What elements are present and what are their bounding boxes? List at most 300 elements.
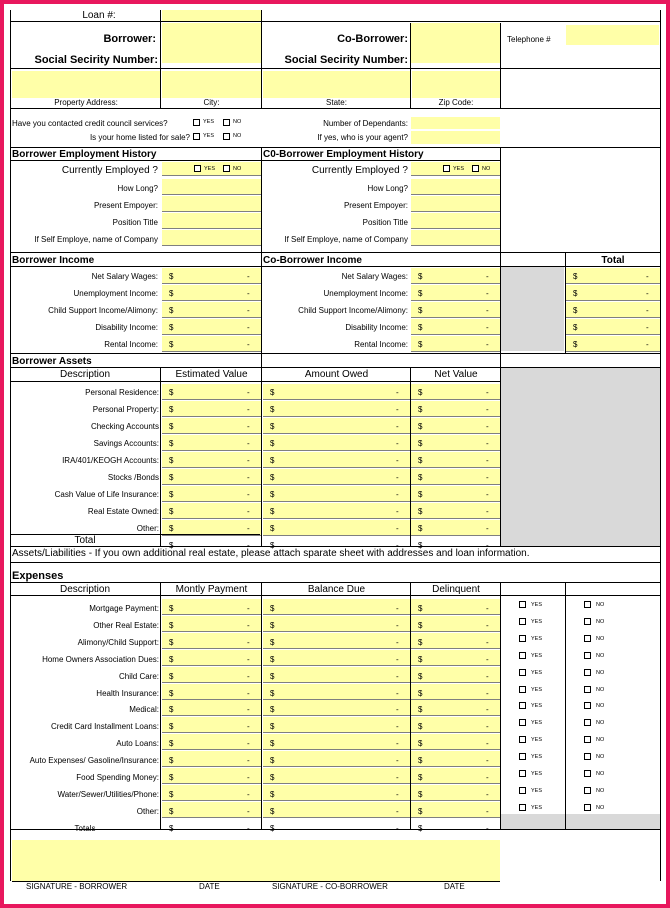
delinquent-no-label: NO bbox=[596, 669, 605, 676]
loan-application-form bbox=[4, 4, 666, 904]
currency-symbol: $ bbox=[169, 405, 174, 414]
empty-value-dash: - bbox=[247, 604, 250, 613]
currency-symbol: $ bbox=[418, 507, 423, 516]
expense-row-label: Child Care: bbox=[118, 671, 159, 681]
totals-gray-area bbox=[501, 814, 660, 829]
borrower-employed-no-label: NO bbox=[233, 166, 242, 172]
expenses-col-description: Description bbox=[59, 584, 111, 595]
expense-row-label: Other: bbox=[136, 806, 159, 816]
coborrower-name-field[interactable] bbox=[411, 23, 500, 63]
currency-symbol: $ bbox=[169, 620, 174, 630]
empty-value-dash: - bbox=[486, 806, 489, 816]
asset-value-field[interactable] bbox=[263, 401, 410, 417]
asset-value-field[interactable] bbox=[263, 520, 410, 536]
coborrower-employment-title: C0-Borrower Employment History bbox=[263, 149, 424, 160]
delinquent-yes-label: YES bbox=[531, 602, 543, 608]
empty-value-dash: - bbox=[247, 306, 250, 315]
expenses-col-balance: Balance Due bbox=[307, 584, 366, 595]
delinquent-yes-label: YES bbox=[531, 686, 543, 693]
empty-value-dash: - bbox=[396, 524, 399, 533]
empty-value-dash: - bbox=[247, 671, 250, 681]
property-address-label: Property Address: bbox=[54, 98, 118, 107]
empty-value-dash: - bbox=[486, 473, 489, 482]
currency-symbol: $ bbox=[418, 456, 423, 465]
borrower-label: Borrower: bbox=[103, 33, 156, 45]
telephone-label: Telephone # bbox=[507, 35, 551, 44]
empty-value-dash: - bbox=[247, 422, 250, 431]
empty-value-dash: - bbox=[486, 604, 489, 613]
empty-value-dash: - bbox=[396, 507, 399, 516]
signature-field[interactable] bbox=[12, 840, 500, 881]
expense-row-label: Auto Expenses/ Gasoline/Insurance: bbox=[29, 756, 159, 766]
currency-symbol: $ bbox=[270, 422, 275, 431]
coborrower-self-employed-field[interactable] bbox=[411, 230, 500, 246]
asset-row-label: Personal Residence: bbox=[85, 388, 159, 397]
currency-symbol: $ bbox=[270, 806, 275, 816]
empty-value-dash: - bbox=[646, 323, 649, 332]
borrower-present-employer-field[interactable] bbox=[162, 196, 261, 212]
delinquent-no-checkbox[interactable] bbox=[584, 787, 591, 794]
coborrower-income-label: Net Salary Wages: bbox=[341, 272, 408, 281]
state-field[interactable] bbox=[263, 71, 410, 98]
empty-value-dash: - bbox=[486, 439, 489, 448]
asset-row-label: Stocks /Bonds bbox=[107, 473, 159, 482]
currency-symbol: $ bbox=[270, 473, 275, 482]
currency-symbol: $ bbox=[418, 789, 423, 799]
expense-value-field[interactable] bbox=[263, 684, 410, 700]
delinquent-yes-checkbox[interactable] bbox=[519, 635, 526, 642]
delinquent-no-checkbox[interactable] bbox=[584, 652, 591, 659]
empty-value-dash: - bbox=[486, 490, 489, 499]
property-address-field[interactable] bbox=[12, 71, 160, 98]
signature-coborrower-label: SIGNATURE - CO-BORROWER bbox=[272, 882, 388, 891]
currency-symbol: $ bbox=[270, 405, 275, 414]
currency-symbol: $ bbox=[169, 773, 174, 782]
delinquent-no-checkbox[interactable] bbox=[584, 804, 591, 811]
empty-value-dash: - bbox=[486, 306, 489, 315]
empty-value-dash: - bbox=[486, 507, 489, 516]
delinquent-no-label: NO bbox=[596, 754, 605, 761]
delinquent-no-checkbox[interactable] bbox=[584, 736, 591, 743]
asset-value-field[interactable] bbox=[263, 384, 410, 400]
coborrower-currently-employed-label: Currently Employed ? bbox=[311, 165, 408, 176]
delinquent-yes-label: YES bbox=[531, 787, 543, 794]
borrower-self-employed-label: If Self Employe, name of Company bbox=[34, 235, 158, 244]
currency-symbol: $ bbox=[418, 637, 423, 647]
expense-value-field[interactable] bbox=[263, 768, 410, 784]
asset-value-field[interactable] bbox=[263, 469, 410, 485]
currency-symbol: $ bbox=[418, 806, 423, 816]
currency-symbol: $ bbox=[418, 473, 423, 482]
currency-symbol: $ bbox=[270, 637, 275, 647]
loan-number-field[interactable] bbox=[162, 10, 261, 21]
currency-symbol: $ bbox=[169, 340, 174, 349]
empty-value-dash: - bbox=[486, 654, 489, 664]
expense-value-field[interactable] bbox=[263, 785, 410, 801]
currency-symbol: $ bbox=[418, 388, 423, 397]
delinquent-no-label: NO bbox=[596, 703, 605, 710]
coborrower-income-label: Disability Income: bbox=[345, 323, 408, 332]
borrower-employed-no-checkbox[interactable] bbox=[223, 165, 230, 172]
credit-council-yes-checkbox[interactable] bbox=[193, 119, 200, 126]
currency-symbol: $ bbox=[270, 688, 275, 698]
currency-symbol: $ bbox=[169, 289, 174, 298]
empty-value-dash: - bbox=[396, 671, 399, 681]
expense-value-field[interactable] bbox=[263, 667, 410, 683]
delinquent-no-checkbox[interactable] bbox=[584, 635, 591, 642]
delinquent-no-checkbox[interactable] bbox=[584, 669, 591, 676]
delinquent-no-label: NO bbox=[596, 804, 605, 811]
currency-symbol: $ bbox=[169, 306, 174, 315]
delinquent-no-label: NO bbox=[596, 720, 605, 727]
delinquent-yes-label: YES bbox=[531, 703, 543, 710]
borrower-how-long-label: How Long? bbox=[117, 184, 158, 193]
asset-row-label: Other: bbox=[136, 524, 159, 533]
delinquent-no-checkbox[interactable] bbox=[584, 702, 591, 709]
currency-symbol: $ bbox=[418, 405, 423, 414]
delinquent-yes-label: YES bbox=[531, 618, 543, 625]
empty-value-dash: - bbox=[396, 456, 399, 465]
asset-row-label: Savings Accounts: bbox=[93, 439, 159, 448]
currency-symbol: $ bbox=[169, 507, 174, 516]
expense-row-label: Home Owners Association Dues: bbox=[42, 654, 159, 664]
empty-value-dash: - bbox=[396, 806, 399, 816]
empty-value-dash: - bbox=[646, 272, 649, 281]
coborrower-income-title: Co-Borrower Income bbox=[263, 255, 362, 266]
empty-value-dash: - bbox=[247, 405, 250, 414]
empty-value-dash: - bbox=[247, 705, 250, 715]
assets-col-estimated: Estimated Value bbox=[175, 369, 248, 380]
borrower-employed-yes-checkbox[interactable] bbox=[194, 165, 201, 172]
empty-value-dash: - bbox=[396, 705, 399, 715]
delinquent-no-checkbox[interactable] bbox=[584, 686, 591, 693]
currency-symbol: $ bbox=[418, 490, 423, 499]
currency-symbol: $ bbox=[169, 388, 174, 397]
currency-symbol: $ bbox=[169, 473, 174, 482]
state-label: State: bbox=[326, 98, 347, 107]
expense-row-label: Credit Card Installment Loans: bbox=[50, 722, 159, 732]
empty-value-dash: - bbox=[396, 439, 399, 448]
currency-symbol: $ bbox=[169, 456, 174, 465]
delinquent-yes-checkbox[interactable] bbox=[519, 669, 526, 676]
empty-value-dash: - bbox=[247, 773, 250, 782]
empty-value-dash: - bbox=[486, 422, 489, 431]
currency-symbol: $ bbox=[418, 422, 423, 431]
asset-value-field[interactable] bbox=[263, 503, 410, 519]
delinquent-yes-checkbox[interactable] bbox=[519, 770, 526, 777]
delinquent-yes-checkbox[interactable] bbox=[519, 736, 526, 743]
city-label: City: bbox=[203, 98, 220, 107]
empty-value-dash: - bbox=[396, 620, 399, 630]
borrower-income-label: Rental Income: bbox=[104, 340, 158, 349]
empty-value-dash: - bbox=[396, 604, 399, 613]
empty-value-dash: - bbox=[486, 637, 489, 647]
currency-symbol: $ bbox=[270, 507, 275, 516]
currency-symbol: $ bbox=[169, 806, 174, 816]
coborrower-position-title-label: Position Title bbox=[362, 218, 408, 227]
empty-value-dash: - bbox=[486, 524, 489, 533]
expense-row-label: Other Real Estate: bbox=[93, 620, 159, 630]
delinquent-no-label: NO bbox=[596, 618, 605, 625]
empty-value-dash: - bbox=[486, 722, 489, 732]
borrower-position-title-field[interactable] bbox=[162, 213, 261, 229]
coborrower-employed-yes-checkbox[interactable] bbox=[443, 165, 450, 172]
currency-symbol: $ bbox=[169, 705, 174, 715]
coborrower-employed-no-checkbox[interactable] bbox=[472, 165, 479, 172]
delinquent-yes-label: YES bbox=[531, 737, 543, 744]
assets-col-description: Description bbox=[59, 369, 111, 380]
asset-value-field[interactable] bbox=[263, 486, 410, 502]
expense-value-field[interactable] bbox=[263, 633, 410, 649]
empty-value-dash: - bbox=[247, 323, 250, 332]
empty-value-dash: - bbox=[486, 323, 489, 332]
delinquent-yes-checkbox[interactable] bbox=[519, 753, 526, 760]
delinquent-no-checkbox[interactable] bbox=[584, 618, 591, 625]
income-gray-area bbox=[501, 267, 564, 351]
currency-symbol: $ bbox=[418, 722, 423, 732]
delinquent-no-checkbox[interactable] bbox=[584, 719, 591, 726]
empty-value-dash: - bbox=[247, 524, 250, 533]
expense-row-label: Mortgage Payment: bbox=[89, 604, 159, 613]
asset-row-label: Cash Value of Life Insurance: bbox=[54, 490, 159, 499]
dependants-field[interactable] bbox=[411, 117, 500, 129]
currency-symbol: $ bbox=[418, 272, 423, 281]
expense-value-field[interactable] bbox=[263, 700, 410, 716]
asset-row-label: Real Estate Owned: bbox=[87, 507, 159, 516]
assets-col-net: Net Value bbox=[434, 369, 478, 380]
currency-symbol: $ bbox=[169, 422, 174, 431]
empty-value-dash: - bbox=[486, 272, 489, 281]
currency-symbol: $ bbox=[270, 654, 275, 664]
loan-number-label: Loan #: bbox=[82, 10, 116, 21]
delinquent-no-label: NO bbox=[596, 602, 605, 608]
currency-symbol: $ bbox=[169, 490, 174, 499]
home-listed-question: Is your home listed for sale? bbox=[89, 133, 190, 142]
currency-symbol: $ bbox=[573, 323, 578, 332]
agent-label: If yes, who is your agent? bbox=[317, 133, 408, 142]
empty-value-dash: - bbox=[247, 722, 250, 732]
currency-symbol: $ bbox=[418, 739, 423, 749]
borrower-currently-employed-label: Currently Employed ? bbox=[61, 165, 158, 176]
currency-symbol: $ bbox=[270, 524, 275, 533]
currency-symbol: $ bbox=[418, 756, 423, 766]
currency-symbol: $ bbox=[418, 620, 423, 630]
empty-value-dash: - bbox=[396, 637, 399, 647]
coborrower-self-employed-label: If Self Employe, name of Company bbox=[284, 235, 408, 244]
delinquent-no-checkbox[interactable] bbox=[584, 770, 591, 777]
asset-value-field[interactable] bbox=[263, 435, 410, 451]
currency-symbol: $ bbox=[418, 671, 423, 681]
city-field[interactable] bbox=[162, 71, 261, 98]
currency-symbol: $ bbox=[418, 323, 423, 332]
currency-symbol: $ bbox=[418, 524, 423, 533]
currency-symbol: $ bbox=[169, 323, 174, 332]
empty-value-dash: - bbox=[396, 422, 399, 431]
currency-symbol: $ bbox=[573, 340, 578, 349]
asset-value-field[interactable] bbox=[263, 418, 410, 434]
currency-symbol: $ bbox=[270, 439, 275, 448]
currency-symbol: $ bbox=[169, 739, 174, 749]
empty-value-dash: - bbox=[486, 456, 489, 465]
currency-symbol: $ bbox=[573, 272, 578, 281]
delinquent-yes-checkbox[interactable] bbox=[519, 804, 526, 811]
currency-symbol: $ bbox=[270, 620, 275, 630]
expense-row-label: Auto Loans: bbox=[116, 739, 159, 749]
empty-value-dash: - bbox=[247, 756, 250, 766]
agent-field[interactable] bbox=[411, 131, 500, 144]
empty-value-dash: - bbox=[247, 688, 250, 698]
ssn-borrower-label: Social Secirity Number: bbox=[34, 54, 158, 66]
empty-value-dash: - bbox=[396, 490, 399, 499]
credit-council-yes-label: YES bbox=[203, 119, 215, 125]
empty-value-dash: - bbox=[396, 405, 399, 414]
borrower-employment-title: Borrower Employment History bbox=[12, 149, 157, 160]
empty-value-dash: - bbox=[486, 671, 489, 681]
empty-value-dash: - bbox=[396, 688, 399, 698]
expense-row-label: Alimony/Child Support: bbox=[77, 637, 159, 647]
currency-symbol: $ bbox=[270, 739, 275, 749]
expense-row-label: Health Insurance: bbox=[96, 688, 159, 698]
delinquent-no-label: NO bbox=[596, 686, 605, 693]
asset-value-field[interactable] bbox=[263, 452, 410, 468]
credit-council-no-label: NO bbox=[233, 119, 242, 125]
coborrower-how-long-field[interactable] bbox=[411, 179, 500, 195]
delinquent-yes-checkbox[interactable] bbox=[519, 601, 526, 608]
delinquent-no-checkbox[interactable] bbox=[584, 753, 591, 760]
empty-value-dash: - bbox=[247, 473, 250, 482]
home-listed-no-checkbox[interactable] bbox=[223, 133, 230, 140]
telephone-field[interactable] bbox=[566, 25, 659, 45]
empty-value-dash: - bbox=[247, 789, 250, 799]
borrower-income-label: Unemployment Income: bbox=[73, 289, 158, 298]
expense-value-field[interactable] bbox=[263, 717, 410, 733]
expense-value-field[interactable] bbox=[263, 616, 410, 632]
home-listed-yes-checkbox[interactable] bbox=[193, 133, 200, 140]
currency-symbol: $ bbox=[169, 671, 174, 681]
currency-symbol: $ bbox=[418, 604, 423, 613]
coborrower-present-employer-label: Present Empoyer: bbox=[343, 201, 408, 210]
currency-symbol: $ bbox=[418, 773, 423, 782]
currency-symbol: $ bbox=[270, 388, 275, 397]
delinquent-yes-checkbox[interactable] bbox=[519, 652, 526, 659]
delinquent-yes-checkbox[interactable] bbox=[519, 702, 526, 709]
delinquent-yes-checkbox[interactable] bbox=[519, 719, 526, 726]
empty-value-dash: - bbox=[396, 789, 399, 799]
coborrower-position-title-field[interactable] bbox=[411, 213, 500, 229]
expenses-col-monthly: Montly Payment bbox=[175, 584, 248, 595]
delinquent-yes-label: YES bbox=[531, 720, 543, 727]
expense-row-label: Medical: bbox=[129, 705, 159, 715]
currency-symbol: $ bbox=[169, 637, 174, 647]
empty-value-dash: - bbox=[486, 405, 489, 414]
coborrower-employed-yes-label: YES bbox=[453, 166, 465, 172]
empty-value-dash: - bbox=[247, 388, 250, 397]
currency-symbol: $ bbox=[169, 604, 174, 613]
empty-value-dash: - bbox=[396, 722, 399, 732]
currency-symbol: $ bbox=[270, 789, 275, 799]
currency-symbol: $ bbox=[169, 756, 174, 766]
home-listed-yes-label: YES bbox=[203, 133, 215, 139]
borrower-income-label: Disability Income: bbox=[95, 323, 158, 332]
empty-value-dash: - bbox=[486, 340, 489, 349]
empty-value-dash: - bbox=[396, 739, 399, 749]
delinquent-yes-label: YES bbox=[531, 669, 543, 676]
empty-value-dash: - bbox=[396, 756, 399, 766]
expense-value-field[interactable] bbox=[263, 751, 410, 767]
delinquent-yes-checkbox[interactable] bbox=[519, 618, 526, 625]
currency-symbol: $ bbox=[270, 705, 275, 715]
zip-field[interactable] bbox=[412, 71, 500, 98]
delinquent-no-label: NO bbox=[596, 787, 605, 794]
empty-value-dash: - bbox=[486, 620, 489, 630]
home-listed-no-label: NO bbox=[233, 133, 242, 139]
currency-symbol: $ bbox=[418, 306, 423, 315]
empty-value-dash: - bbox=[247, 806, 250, 816]
empty-value-dash: - bbox=[486, 773, 489, 782]
currency-symbol: $ bbox=[418, 705, 423, 715]
currency-symbol: $ bbox=[418, 688, 423, 698]
currency-symbol: $ bbox=[270, 722, 275, 732]
borrower-how-long-field[interactable] bbox=[162, 179, 261, 195]
borrower-name-field[interactable] bbox=[162, 23, 261, 63]
empty-value-dash: - bbox=[646, 289, 649, 298]
asset-row-label: Checking Accounts bbox=[90, 422, 159, 431]
expense-value-field[interactable] bbox=[263, 599, 410, 615]
borrower-present-employer-label: Present Empoyer: bbox=[93, 201, 158, 210]
delinquent-no-label: NO bbox=[596, 737, 605, 744]
empty-value-dash: - bbox=[646, 340, 649, 349]
credit-council-no-checkbox[interactable] bbox=[223, 119, 230, 126]
currency-symbol: $ bbox=[573, 306, 578, 315]
empty-value-dash: - bbox=[486, 688, 489, 698]
empty-value-dash: - bbox=[486, 739, 489, 749]
borrower-self-employed-field[interactable] bbox=[162, 230, 261, 246]
expense-value-field[interactable] bbox=[263, 802, 410, 818]
currency-symbol: $ bbox=[270, 604, 275, 613]
delinquent-yes-checkbox[interactable] bbox=[519, 787, 526, 794]
delinquent-yes-label: YES bbox=[531, 635, 543, 642]
empty-value-dash: - bbox=[486, 789, 489, 799]
empty-value-dash: - bbox=[247, 456, 250, 465]
empty-value-dash: - bbox=[247, 289, 250, 298]
coborrower-present-employer-field[interactable] bbox=[411, 196, 500, 212]
empty-value-dash: - bbox=[247, 340, 250, 349]
delinquent-yes-label: YES bbox=[531, 652, 543, 659]
empty-value-dash: - bbox=[396, 773, 399, 782]
delinquent-yes-label: YES bbox=[531, 804, 543, 811]
expense-value-field[interactable] bbox=[263, 734, 410, 750]
coborrower-how-long-label: How Long? bbox=[367, 184, 408, 193]
assets-total-label: Total bbox=[74, 535, 96, 546]
coborrower-income-label: Unemployment Income: bbox=[323, 289, 408, 298]
currency-symbol: $ bbox=[169, 272, 174, 281]
borrower-employed-yes-label: YES bbox=[204, 166, 216, 172]
assets-gray-area bbox=[501, 368, 660, 547]
borrower-income-title: Borrower Income bbox=[12, 255, 95, 266]
empty-value-dash: - bbox=[396, 654, 399, 664]
empty-value-dash: - bbox=[486, 705, 489, 715]
delinquent-yes-checkbox[interactable] bbox=[519, 686, 526, 693]
currency-symbol: $ bbox=[270, 671, 275, 681]
currency-symbol: $ bbox=[270, 490, 275, 499]
empty-value-dash: - bbox=[247, 507, 250, 516]
borrower-position-title-label: Position Title bbox=[112, 218, 158, 227]
currency-symbol: $ bbox=[418, 439, 423, 448]
delinquent-no-checkbox[interactable] bbox=[584, 601, 591, 608]
expense-value-field[interactable] bbox=[263, 650, 410, 666]
currency-symbol: $ bbox=[573, 289, 578, 298]
signature-date1-label: DATE bbox=[199, 882, 220, 891]
